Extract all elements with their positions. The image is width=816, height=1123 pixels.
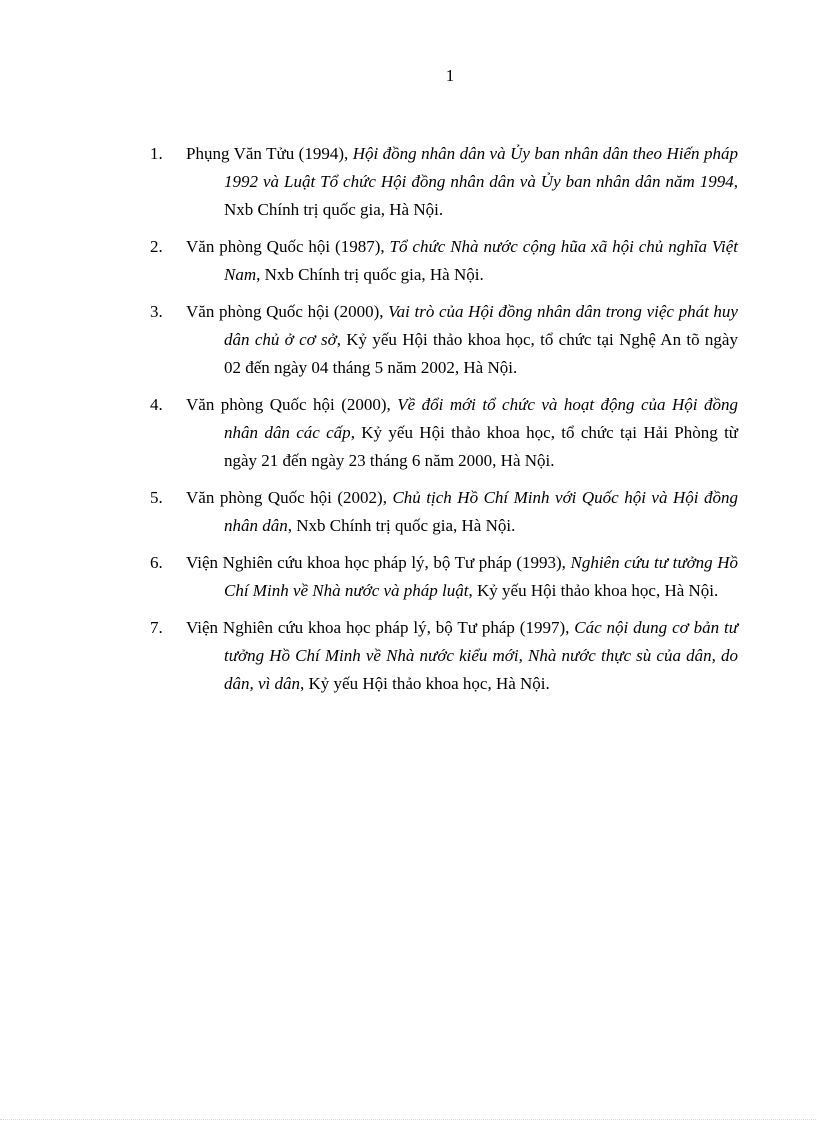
reference-number: 3.: [150, 302, 163, 321]
reference-number: 7.: [150, 618, 163, 637]
reference-publisher: , Kỷ yếu Hội thảo khoa học, Hà Nội.: [468, 581, 719, 600]
reference-title: Tổ chức Nhà nước cộng hũa xã hội chủ nghĩa Việt Nam: [224, 237, 738, 284]
reference-title: Các nội dung cơ bản tư tưởng Hồ Chí Minh về Nhà nước kiểu mới, Nhà nước thực sù của dân, do dân, vì dân: [224, 618, 738, 693]
page-number: 1: [445, 66, 455, 85]
reference-publisher: , Kỷ yếu Hội thảo khoa học, Hà Nội.: [300, 674, 550, 693]
reference-publisher: , Kỷ yếu Hội thảo khoa học, tổ chức tại Nghệ An tõ ngày 02 đến ngày 04 tháng 5 năm 2002, Hà Nội.: [224, 330, 738, 377]
reference-item: [150, 549, 738, 605]
reference-author: Viện Nghiên cứu khoa học pháp lý, bộ Tư pháp (1993),: [186, 553, 571, 572]
reference-author: Văn phòng Quốc hội (2002),: [186, 488, 393, 507]
reference-publisher: , Nxb Chính trị quốc gia, Hà Nội.: [224, 172, 738, 219]
reference-title: Về đổi mới tổ chức và hoạt động của Hội đồng nhân dân các cấp: [224, 395, 738, 442]
reference-title: Nghiên cứu tư tưởng Hồ Chí Minh về Nhà nước và pháp luật: [224, 553, 738, 600]
reference-title: Hội đồng nhân dân và Ủy ban nhân dân theo Hiến pháp 1992 và Luật Tổ chức Hội đồng nhân dân và Ủy ban nhân dân năm 1994: [224, 144, 738, 191]
reference-item: [150, 391, 738, 475]
reference-author: Văn phòng Quốc hội (2000),: [186, 302, 389, 321]
reference-title: Vai trò của Hội đồng nhân dân trong việc phát huy dân chủ ở cơ sở: [224, 302, 738, 349]
reference-number: 4.: [150, 395, 163, 414]
reference-number: 1.: [150, 144, 163, 163]
reference-number: 5.: [150, 488, 163, 507]
reference-author: Văn phòng Quốc hội (2000),: [186, 395, 398, 414]
reference-item: [150, 233, 738, 289]
reference-list: [150, 140, 738, 707]
reference-item: [150, 140, 738, 224]
reference-number: 2.: [150, 237, 163, 256]
reference-publisher: , Nxb Chính trị quốc gia, Hà Nội.: [287, 516, 516, 535]
reference-publisher: , Kỷ yếu Hội thảo khoa học, tổ chức tại Hải Phòng từ ngày 21 đến ngày 23 tháng 6 năm 2000, Hà Nội.: [224, 423, 739, 470]
reference-title: Chủ tịch Hồ Chí Minh với Quốc hội và Hội đồng nhân dân: [224, 488, 738, 535]
reference-item: [150, 614, 738, 698]
reference-item: [150, 298, 738, 382]
page-bottom-divider: [0, 1119, 816, 1120]
reference-author: Văn phòng Quốc hội (1987),: [186, 237, 390, 256]
reference-publisher: , Nxb Chính trị quốc gia, Hà Nội.: [256, 265, 484, 284]
reference-author: Viện Nghiên cứu khoa học pháp lý, bộ Tư pháp (1997),: [186, 618, 575, 637]
reference-number: 6.: [150, 553, 163, 572]
reference-item: [150, 484, 738, 540]
reference-author: Phụng Văn Tửu (1994),: [186, 144, 353, 163]
